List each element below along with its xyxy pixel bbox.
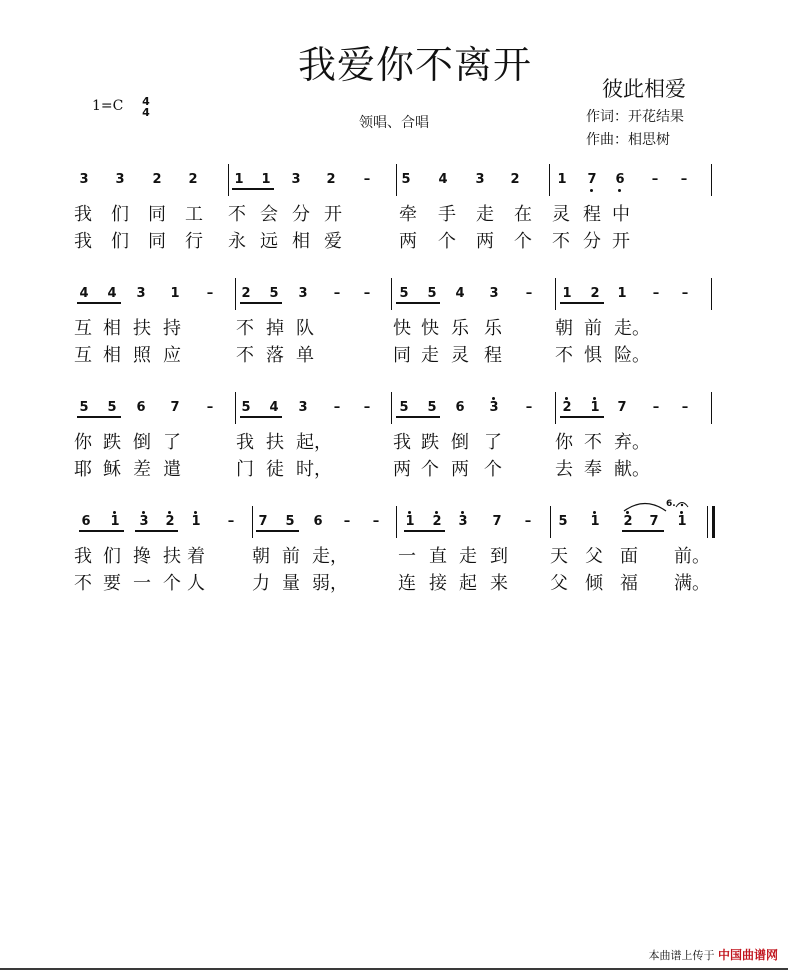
- note: 6: [455, 400, 465, 415]
- beam-underline: [404, 530, 445, 532]
- octave-dot-low: [590, 189, 593, 192]
- lyrics-verse-1: [0, 316, 788, 342]
- note: 5: [269, 286, 279, 301]
- note: 2: [559, 394, 575, 422]
- lyric-char: 前: [282, 546, 300, 567]
- song-subtitle: 彼此相爱: [602, 77, 686, 101]
- lyric-char: 扶: [266, 432, 284, 453]
- lyric-char: 倒: [451, 432, 469, 453]
- lyric-char: 奉: [584, 459, 602, 480]
- lyric-char: 掉: [266, 318, 284, 339]
- lyric-char: 同: [393, 345, 411, 366]
- time-signature: [140, 96, 152, 118]
- barline: [549, 164, 550, 196]
- lyric-char: 扶: [163, 546, 181, 567]
- note: 1: [587, 394, 603, 422]
- barline: [711, 164, 712, 196]
- grace-notes: 6.: [666, 499, 676, 509]
- song-title: 我爱你不离开: [298, 43, 533, 87]
- lyric-char: 时，: [296, 459, 332, 480]
- lyric-char: 乐: [484, 318, 502, 339]
- lyric-char: 同: [148, 204, 166, 225]
- lyric-char: 不: [74, 573, 92, 594]
- note: 4: [455, 286, 465, 301]
- lyric-char: 朝: [252, 546, 270, 567]
- lyric-char: 个: [514, 231, 532, 252]
- lyric-char: 我: [74, 546, 92, 567]
- score-row-1: [0, 166, 788, 276]
- lyric-char: 程: [583, 204, 601, 225]
- lyric-char: 相: [292, 231, 310, 252]
- note: 4: [107, 286, 117, 301]
- lyric-char: 落: [266, 345, 284, 366]
- notes-line: [0, 166, 788, 194]
- lyric-char: 分: [292, 204, 310, 225]
- beam-underline: [396, 416, 440, 418]
- barline: [228, 164, 229, 196]
- lyric-char: 乐: [451, 318, 469, 339]
- octave-dot-high: [565, 397, 568, 400]
- note: 1: [674, 508, 690, 536]
- octave-dot-high: [113, 511, 116, 514]
- lyric-char: 我: [74, 204, 92, 225]
- dash-mark: –: [363, 400, 371, 415]
- note: 1: [562, 286, 572, 301]
- dash-mark: –: [333, 400, 341, 415]
- note: 5: [241, 400, 251, 415]
- lyric-char: 不: [236, 318, 254, 339]
- note: 6: [136, 400, 146, 415]
- lyric-char: 朝: [555, 318, 573, 339]
- note: 4: [79, 286, 89, 301]
- lyric-char: 走: [459, 546, 477, 567]
- lyric-char: 父: [550, 573, 568, 594]
- barline: [252, 506, 253, 538]
- note: 3: [298, 286, 308, 301]
- note: 2: [162, 508, 178, 536]
- lyric-char: 个: [421, 459, 439, 480]
- lyric-char: 中: [612, 204, 630, 225]
- note: 1: [617, 286, 627, 301]
- dash-mark: –: [651, 172, 659, 187]
- upload-credit: [648, 946, 778, 963]
- lyric-char: 相: [103, 345, 121, 366]
- lyric-char: 互: [74, 345, 92, 366]
- lyrics-verse-1: [0, 544, 788, 570]
- lyric-char: 前。: [674, 546, 710, 567]
- note: 6: [81, 514, 91, 529]
- performance-note: 领唱、合唱: [359, 115, 429, 131]
- lyric-char: 面: [620, 546, 638, 567]
- barline: [555, 392, 556, 424]
- barline: [235, 278, 236, 310]
- dash-mark: –: [652, 286, 660, 301]
- lyric-char: 差: [133, 459, 151, 480]
- beam-underline: [560, 302, 604, 304]
- lyric-char: 开: [612, 231, 630, 252]
- dash-mark: –: [343, 514, 351, 529]
- dash-mark: –: [333, 286, 341, 301]
- dash-mark: –: [525, 286, 533, 301]
- note: 5: [399, 286, 409, 301]
- note: 1: [557, 172, 567, 187]
- note: 2: [620, 508, 636, 536]
- lyric-char: 跌: [103, 432, 121, 453]
- lyric-char: 扶: [133, 318, 151, 339]
- lyric-char: 一: [398, 546, 416, 567]
- note: 2: [590, 286, 600, 301]
- lyric-char: 走。: [614, 318, 650, 339]
- octave-dot-high: [168, 511, 171, 514]
- lyric-char: 力: [252, 573, 270, 594]
- lyric-char: 灵: [451, 345, 469, 366]
- lyric-char: 福: [620, 573, 638, 594]
- barline: [550, 506, 551, 538]
- note: 7: [584, 166, 600, 194]
- note: 7: [617, 400, 627, 415]
- note: 5: [399, 400, 409, 415]
- lyric-char: 应: [163, 345, 181, 366]
- note: 2: [241, 286, 251, 301]
- lyric-char: 不: [236, 345, 254, 366]
- octave-dot-high: [408, 511, 411, 514]
- lyric-char: 徒: [266, 459, 284, 480]
- notes-line: [0, 394, 788, 422]
- barline: [711, 392, 712, 424]
- lyric-char: 遣: [163, 459, 181, 480]
- lyric-char: 个: [484, 459, 502, 480]
- lyric-char: 惧: [584, 345, 602, 366]
- note: 2: [429, 508, 445, 536]
- lyric-char: 照: [133, 345, 151, 366]
- beam-underline: [240, 302, 282, 304]
- note: 6: [313, 514, 323, 529]
- lyric-char: 我: [393, 432, 411, 453]
- lyric-char: 搀: [133, 546, 151, 567]
- lyric-char: 我: [236, 432, 254, 453]
- note: 7: [258, 514, 268, 529]
- dash-mark: –: [363, 172, 371, 187]
- lyric-char: 要: [103, 573, 121, 594]
- lyric-char: 相: [103, 318, 121, 339]
- note: 2: [188, 172, 198, 187]
- lyric-char: 我: [74, 231, 92, 252]
- dash-mark: –: [372, 514, 380, 529]
- lyric-char: 快: [393, 318, 411, 339]
- note: 1: [402, 508, 418, 536]
- lyrics-verse-2: [0, 571, 788, 597]
- note: 5: [285, 514, 295, 529]
- note: 5: [107, 400, 117, 415]
- note: 3: [79, 172, 89, 187]
- barline: [396, 506, 397, 538]
- note: 6: [612, 166, 628, 194]
- lyric-char: 前: [584, 318, 602, 339]
- lyric-char: 你: [74, 432, 92, 453]
- lyrics-verse-2: [0, 229, 788, 255]
- octave-dot-high: [492, 397, 495, 400]
- lyric-char: 来: [490, 573, 508, 594]
- note: 3: [455, 508, 471, 536]
- time-signature-bottom: 4: [142, 106, 150, 119]
- note: 1: [107, 508, 123, 536]
- note: 1: [587, 508, 603, 536]
- lyric-char: 不: [552, 231, 570, 252]
- lyric-char: 你: [555, 432, 573, 453]
- lyric-char: 两: [451, 459, 469, 480]
- beam-underline: [256, 530, 299, 532]
- note: 4: [438, 172, 448, 187]
- lyric-char: 两: [399, 231, 417, 252]
- lyric-char: 起，: [296, 432, 332, 453]
- lyrics-verse-2: [0, 457, 788, 483]
- lyric-char: 永: [228, 231, 246, 252]
- composer-credit: 作曲：相思树: [586, 132, 670, 148]
- octave-dot-high: [194, 511, 197, 514]
- lyricist-credit: 作词：开花结果: [586, 109, 684, 125]
- octave-dot-high: [461, 511, 464, 514]
- barline: [391, 278, 392, 310]
- beam-underline: [232, 188, 274, 190]
- lyric-char: 一: [133, 573, 151, 594]
- lyric-char: 在: [514, 204, 532, 225]
- beam-underline: [240, 416, 282, 418]
- note: 3: [291, 172, 301, 187]
- time-signature-top: 4: [142, 95, 150, 108]
- lyric-char: 了: [484, 432, 502, 453]
- note: 2: [326, 172, 336, 187]
- lyric-char: 父: [585, 546, 603, 567]
- lyric-char: 互: [74, 318, 92, 339]
- note: 5: [401, 172, 411, 187]
- dash-mark: –: [525, 400, 533, 415]
- dash-mark: –: [363, 286, 371, 301]
- note: 5: [427, 400, 437, 415]
- octave-dot-high: [593, 397, 596, 400]
- lyric-char: 队: [296, 318, 314, 339]
- lyric-char: 到: [490, 546, 508, 567]
- note: 1: [234, 172, 244, 187]
- lyric-char: 起: [459, 573, 477, 594]
- lyric-char: 不: [228, 204, 246, 225]
- beam-underline: [560, 416, 604, 418]
- barline: [235, 392, 236, 424]
- lyric-char: 们: [111, 204, 129, 225]
- note: 5: [427, 286, 437, 301]
- lyrics-verse-1: [0, 430, 788, 456]
- beam-underline: [622, 530, 664, 532]
- lyric-char: 远: [260, 231, 278, 252]
- note: 7: [649, 514, 659, 529]
- lyric-char: 人: [187, 573, 205, 594]
- lyric-char: 两: [476, 231, 494, 252]
- score-row-3: [0, 394, 788, 504]
- score-row-4: [0, 499, 788, 618]
- lyric-char: 接: [429, 573, 447, 594]
- beam-underline: [77, 302, 121, 304]
- note: 3: [486, 394, 502, 422]
- dash-mark: –: [524, 514, 532, 529]
- lyrics-verse-1: [0, 202, 788, 228]
- octave-dot-high: [435, 511, 438, 514]
- lyric-char: 手: [438, 204, 456, 225]
- lyric-char: 直: [429, 546, 447, 567]
- lyric-char: 了: [163, 432, 181, 453]
- note: 5: [79, 400, 89, 415]
- octave-dot-high: [680, 511, 683, 514]
- note: 2: [510, 172, 520, 187]
- octave-dot-low: [618, 189, 621, 192]
- barline: [707, 506, 708, 538]
- lyric-char: 分: [583, 231, 601, 252]
- lyric-char: 个: [163, 573, 181, 594]
- lyric-char: 行: [185, 231, 203, 252]
- note: 3: [298, 400, 308, 415]
- barline: [396, 164, 397, 196]
- beam-underline: [396, 302, 440, 304]
- note: 3: [136, 508, 152, 536]
- lyric-char: 单: [296, 345, 314, 366]
- barline: [711, 278, 712, 310]
- lyric-char: 爱: [324, 231, 342, 252]
- lyric-char: 去: [555, 459, 573, 480]
- fermata-icon: [675, 498, 689, 508]
- lyric-char: 开: [324, 204, 342, 225]
- notes-line: [0, 280, 788, 308]
- lyric-char: 倒: [133, 432, 151, 453]
- lyric-char: 稣: [103, 459, 121, 480]
- lyric-char: 天: [550, 546, 568, 567]
- note: 1: [188, 508, 204, 536]
- lyric-char: 们: [111, 231, 129, 252]
- octave-dot-high: [142, 511, 145, 514]
- lyric-char: 献。: [614, 459, 650, 480]
- note: 7: [170, 400, 180, 415]
- lyric-char: 牵: [399, 204, 417, 225]
- octave-dot-high: [593, 511, 596, 514]
- beam-underline: [77, 416, 121, 418]
- dash-mark: –: [227, 514, 235, 529]
- dash-mark: –: [206, 286, 214, 301]
- lyric-char: 快: [421, 318, 439, 339]
- lyric-char: 两: [393, 459, 411, 480]
- lyric-char: 走: [421, 345, 439, 366]
- note: 5: [558, 514, 568, 529]
- lyric-char: 门: [236, 459, 254, 480]
- note: 7: [492, 514, 502, 529]
- note: 2: [152, 172, 162, 187]
- bottom-divider: [0, 968, 788, 970]
- lyric-char: 倾: [585, 573, 603, 594]
- note: 1: [261, 172, 271, 187]
- lyric-char: 不: [584, 432, 602, 453]
- note: 3: [136, 286, 146, 301]
- barline: [391, 392, 392, 424]
- lyric-char: 连: [398, 573, 416, 594]
- dash-mark: –: [680, 172, 688, 187]
- beam-underline: [135, 530, 178, 532]
- site-logo[interactable]: 中国曲谱网: [717, 948, 778, 962]
- lyrics-verse-2: [0, 343, 788, 369]
- lyric-char: 弃。: [614, 432, 650, 453]
- lyric-char: 险。: [614, 345, 650, 366]
- lyric-char: 弱，: [312, 573, 348, 594]
- note: 3: [115, 172, 125, 187]
- lyric-char: 同: [148, 231, 166, 252]
- lyric-char: 持: [163, 318, 181, 339]
- lyric-char: 走: [476, 204, 494, 225]
- lyric-char: 走，: [312, 546, 348, 567]
- lyric-char: 程: [484, 345, 502, 366]
- dash-mark: –: [652, 400, 660, 415]
- slur-arc: [620, 498, 670, 514]
- lyric-char: 不: [555, 345, 573, 366]
- note: 3: [475, 172, 485, 187]
- note: 1: [170, 286, 180, 301]
- score-row-2: [0, 280, 788, 390]
- barline: [555, 278, 556, 310]
- lyric-char: 耶: [74, 459, 92, 480]
- dash-mark: –: [681, 286, 689, 301]
- lyric-char: 会: [260, 204, 278, 225]
- note: 3: [489, 286, 499, 301]
- key-signature: 1=C: [92, 98, 124, 114]
- lyric-char: 跌: [421, 432, 439, 453]
- dash-mark: –: [681, 400, 689, 415]
- upload-text: 本曲谱上传于: [648, 949, 715, 962]
- lyric-char: 个: [438, 231, 456, 252]
- final-barline: [712, 506, 715, 538]
- lyric-char: 量: [282, 573, 300, 594]
- lyric-char: 着: [187, 546, 205, 567]
- lyric-char: 满。: [674, 573, 710, 594]
- note: 4: [269, 400, 279, 415]
- beam-underline: [79, 530, 124, 532]
- dash-mark: –: [206, 400, 214, 415]
- lyric-char: 们: [103, 546, 121, 567]
- lyric-char: 工: [185, 204, 203, 225]
- lyric-char: 灵: [552, 204, 570, 225]
